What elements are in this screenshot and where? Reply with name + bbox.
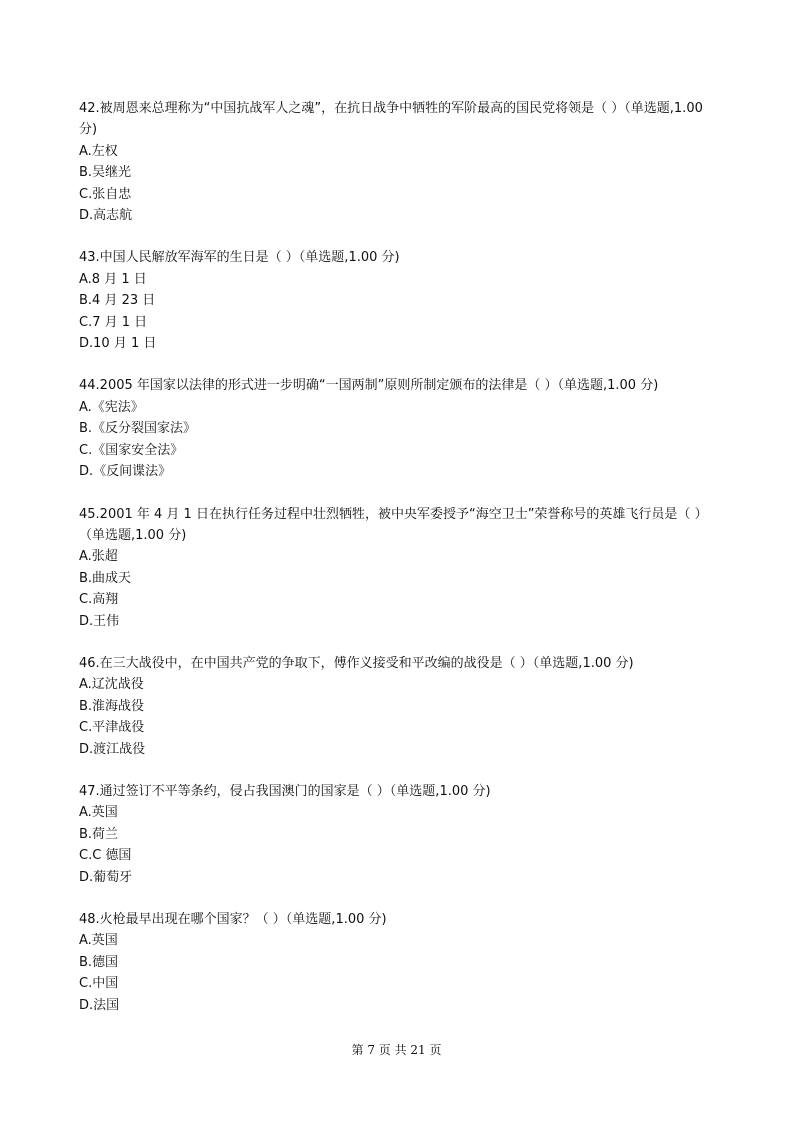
question-item [79, 781, 719, 888]
option-a: A.辽沈战役 [79, 677, 144, 693]
option-d: D.10 月 1 日 [79, 336, 157, 352]
question-item [79, 98, 719, 226]
option-b: B.德国 [79, 954, 119, 970]
option-c: C.张自忠 [79, 186, 132, 202]
option-a: A.左权 [79, 143, 118, 159]
option-b: B.《反分裂国家法》 [79, 421, 197, 437]
question-item [79, 375, 719, 482]
option-d: D.《反间谍法》 [79, 464, 172, 480]
option-d: D.高志航 [79, 208, 133, 224]
option-a: A.《宪法》 [79, 399, 144, 415]
option-c: C.7 月 1 日 [79, 314, 148, 330]
option-a: A.英国 [79, 933, 118, 949]
option-c: C.高翔 [79, 592, 119, 608]
question-list [79, 98, 719, 1037]
option-c: C.《国家安全法》 [79, 442, 184, 458]
option-c: C.中国 [79, 976, 119, 992]
question-stem: 47.通过签订不平等条约，侵占我国澳门的国家是（ ）（单选题,1.00 分) [79, 783, 491, 799]
question-stem: 48.火枪最早出现在哪个国家？（ ）（单选题,1.00 分) [79, 912, 387, 927]
question-stem: 42.被周恩来总理称为“中国抗战军人之魂”，在抗日战争中牺牲的军阶最高的国民党将领是（ ）（单选题,1.00 分) [79, 101, 703, 138]
option-d: D.渡江战役 [79, 741, 146, 757]
option-a: A.英国 [79, 805, 118, 821]
question-item [79, 247, 719, 354]
option-b: B.淮海战役 [79, 698, 145, 714]
option-d: D.葡萄牙 [79, 869, 133, 885]
option-a: A.张超 [79, 549, 118, 565]
question-item [79, 909, 719, 1016]
option-c: C.C 德国 [79, 848, 132, 864]
option-b: B.4 月 23 日 [79, 293, 156, 309]
question-stem: 44.2005 年国家以法律的形式进一步明确“一国两制”原则所制定颁布的法律是（ ）（单选题,1.00 分) [79, 378, 659, 394]
option-b: B.荷兰 [79, 826, 119, 842]
option-d: D.法国 [79, 997, 120, 1013]
option-d: D.王伟 [79, 613, 120, 629]
question-item [79, 504, 719, 632]
question-item [79, 653, 719, 760]
question-stem: 46.在三大战役中，在中国共产党的争取下，傅作义接受和平改编的战役是（ ）（单选题,1.00 分) [79, 655, 634, 671]
option-c: C.平津战役 [79, 720, 145, 736]
page-number: 第 7 页 共 21 页 [351, 1043, 442, 1057]
question-stem: 43.中国人民解放军海军的生日是（ ）（单选题,1.00 分) [79, 250, 400, 266]
option-a: A.8 月 1 日 [79, 271, 147, 287]
option-b: B.吴继光 [79, 165, 132, 181]
option-b: B.曲成天 [79, 570, 132, 586]
question-stem: 45.2001 年 4 月 1 日在执行任务过程中壮烈牺牲，被中央军委授予“海空卫士”荣誉称号的英雄飞行员是（ ）（单选题,1.00 分) [79, 506, 708, 543]
